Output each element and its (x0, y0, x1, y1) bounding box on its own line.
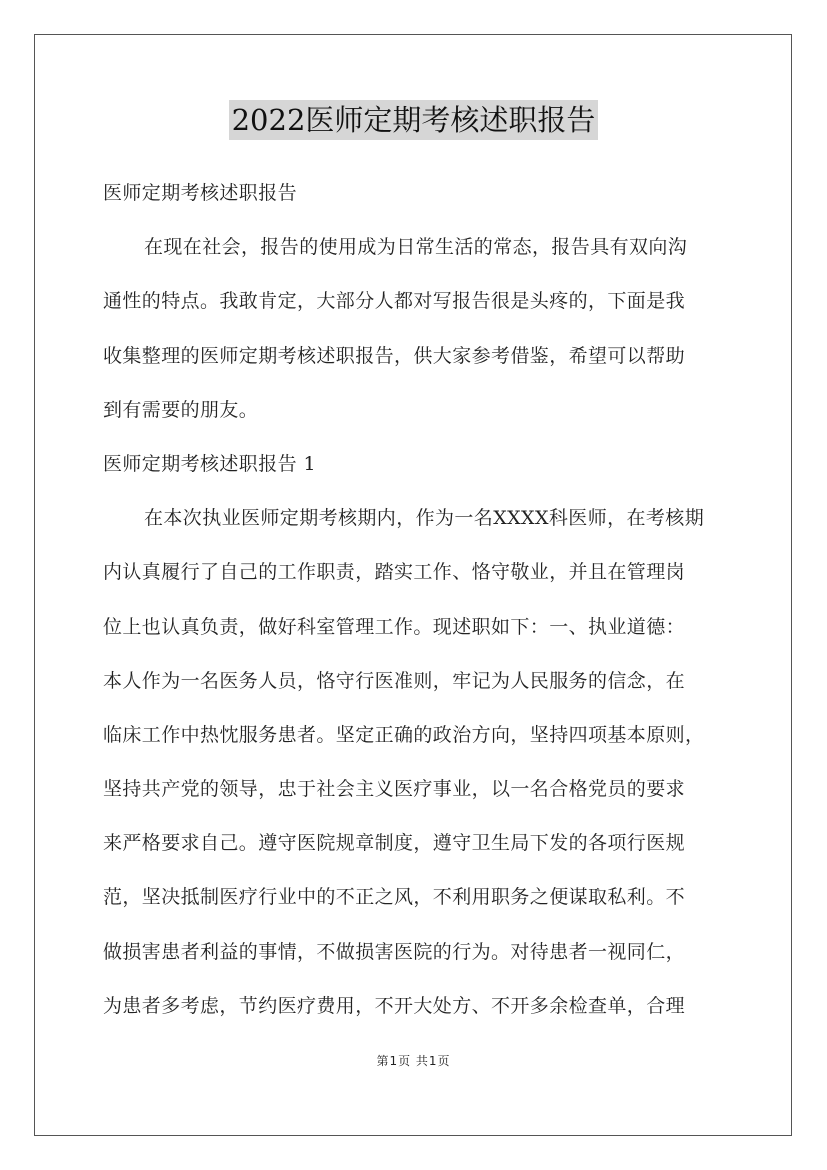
paragraph-line: 范，坚决抵制医疗行业中的不正之风，不利用职务之便谋取私利。不 (103, 886, 686, 909)
paragraph-line: 为患者多考虑，节约医疗费用，不开大处方、不开多余检查单，合理 (103, 994, 686, 1017)
paragraph-line: 临床工作中热忱服务患者。坚定正确的政治方向，坚持四项基本原则， (103, 723, 705, 746)
paragraph-line: 坚持共产党的领导，忠于社会主义医疗事业，以一名合格党员的要求 (103, 778, 686, 801)
paragraph-line: 来严格要求自己。遵守医院规章制度，遵守卫生局下发的各项行医规 (103, 832, 686, 855)
document-body (103, 166, 743, 1033)
paragraph-line: 在本次执业医师定期考核期内，作为一名XXXX科医师，在考核期 (144, 507, 705, 530)
paragraph-line: 本人作为一名医务人员，恪守行医准则，牢记为人民服务的信念，在 (103, 669, 686, 692)
page-footer (0, 1052, 827, 1069)
paragraph-line: 收集整理的医师定期考核述职报告，供大家参考借鉴，希望可以帮助 (103, 344, 686, 367)
paragraph-line: 到有需要的朋友。 (103, 398, 259, 421)
intro-paragraph (103, 220, 743, 437)
document-title: 2022医师定期考核述职报告 (229, 100, 599, 140)
page-number: 第1页 共1页 (376, 1054, 451, 1068)
paragraph-line: 内认真履行了自己的工作职责，踏实工作、恪守敬业，并且在管理岗 (103, 561, 686, 584)
paragraph-line: 通性的特点。我敢肯定，大部分人都对写报告很是头疼的，下面是我 (103, 290, 686, 313)
paragraph-line: 位上也认真负责，做好科室管理工作。现述职如下：一、执业道德： (103, 615, 686, 638)
title-container (0, 100, 827, 140)
subheading: 医师定期考核述职报告 (103, 182, 298, 204)
paragraph-line: 在现在社会，报告的使用成为日常生活的常态，报告具有双向沟 (144, 236, 688, 259)
subheading: 医师定期考核述职报告 1 (103, 452, 316, 475)
paragraph-line: 做损害患者利益的事情，不做损害医院的行为。对待患者一视同仁， (103, 940, 686, 963)
report-paragraph (103, 491, 743, 1033)
